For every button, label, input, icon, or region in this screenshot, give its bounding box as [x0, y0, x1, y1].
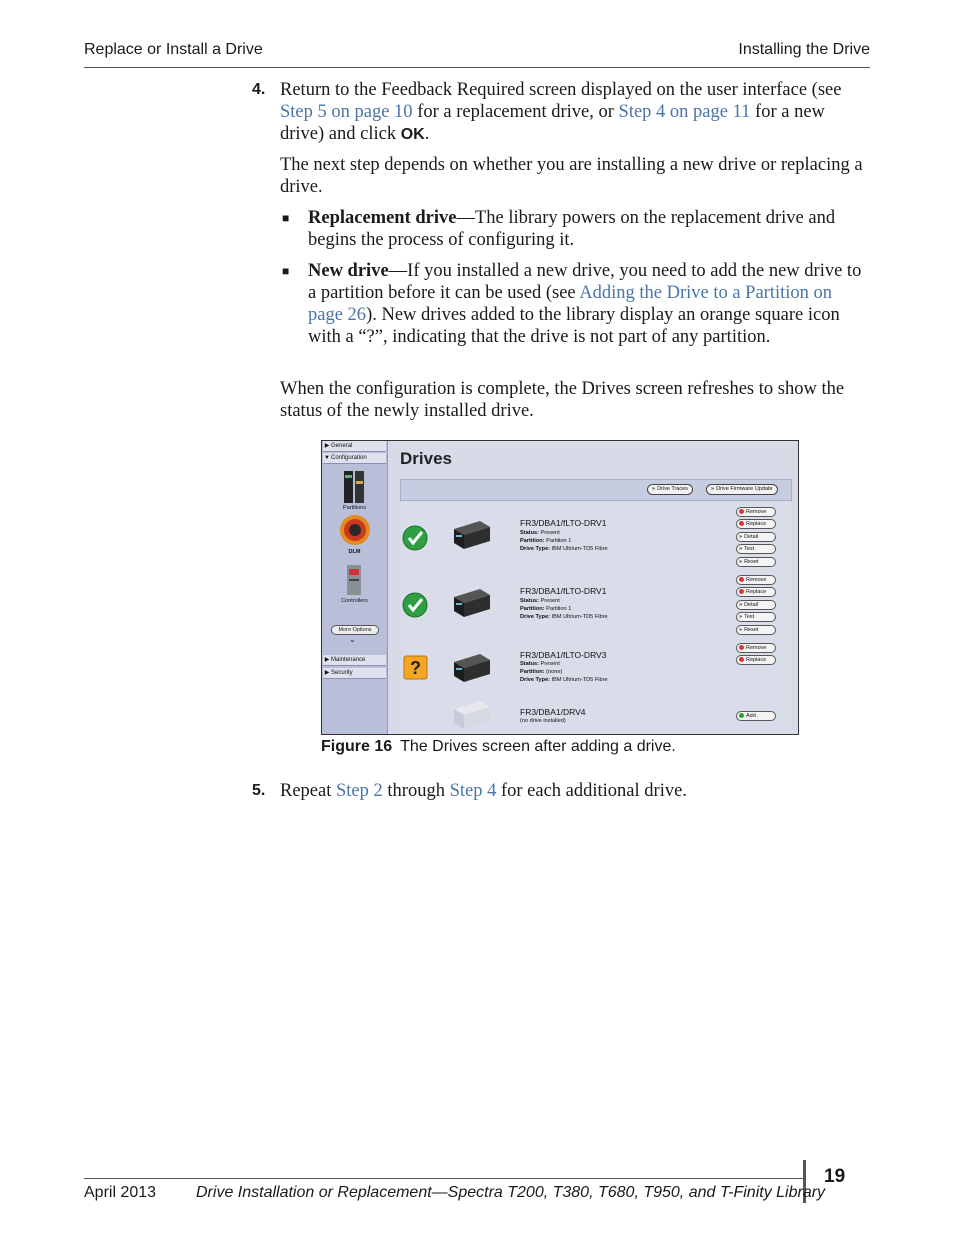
- step-5-text-c: for each additional drive.: [496, 781, 687, 801]
- drive-partition: [520, 538, 571, 544]
- double-chevron-icon: »: [652, 486, 656, 492]
- drive-type: [520, 677, 608, 683]
- figure-caption: [321, 738, 676, 756]
- step-5-page-10-link[interactable]: Step 5 on page 10: [280, 102, 413, 122]
- reset-button[interactable]: » Reset: [736, 557, 776, 567]
- triangle-down-icon: ▼: [324, 455, 330, 461]
- step-5-paragraph: [280, 780, 872, 802]
- step-4-text-d: .: [424, 124, 430, 144]
- partition-label: Partition:: [520, 669, 545, 675]
- footer-rule: [84, 1178, 804, 1179]
- tape-drive-icon: [450, 652, 492, 684]
- replace-label: Replace: [746, 589, 767, 595]
- drive-firmware-update-label: Drive Firmware Update: [716, 486, 773, 492]
- status-value: Present: [540, 530, 560, 536]
- replace-label: Replace: [746, 521, 767, 527]
- drive-type-value: IBM Ultrium-TD5 Fibre: [551, 677, 608, 683]
- step-4-paragraph: [280, 79, 872, 146]
- drive-type: [520, 546, 608, 552]
- remove-button[interactable]: [736, 507, 776, 517]
- test-button[interactable]: » Test: [736, 612, 776, 622]
- partition-value: Partition 1: [546, 606, 572, 612]
- top-button-bar: [400, 479, 792, 501]
- partitions-label: Partitions: [343, 505, 366, 511]
- drive-type-label: Drive Type:: [520, 614, 551, 620]
- drive-traces-button[interactable]: [647, 484, 693, 495]
- detail-button[interactable]: » Detail: [736, 600, 776, 610]
- figure-caption-text: The Drives screen after adding a drive.: [400, 738, 676, 755]
- drive-name: FR3/DBA1/DRV4: [520, 707, 586, 717]
- drive-name: FR3/DBA1/fLTO-DRV3: [520, 650, 607, 660]
- controllers-label: Controllers: [341, 598, 368, 604]
- status-value: Present: [540, 661, 560, 667]
- step-4-depends-paragraph: The next step depends on whether you are installing a new drive or replacing a drive.: [280, 155, 863, 197]
- replace-button[interactable]: [736, 519, 776, 529]
- running-header-left: Replace or Install a Drive: [84, 41, 263, 58]
- remove-button[interactable]: [736, 575, 776, 585]
- status-label: Status:: [520, 598, 539, 604]
- new-drive-text-a: —If you installed a new drive, you need to add the new drive to a partition before it can be used (see: [308, 261, 862, 303]
- page-number: 19: [824, 1166, 846, 1187]
- detail-label: Detail: [744, 602, 759, 608]
- replacement-drive-term: Replacement drive: [308, 208, 457, 228]
- detail-label: Detail: [744, 534, 759, 540]
- drive-type: [520, 614, 608, 620]
- remove-label: Remove: [746, 645, 767, 651]
- ok-label: OK: [400, 126, 425, 143]
- drive-status: [520, 661, 560, 667]
- replace-label: Replace: [746, 657, 767, 663]
- drive-type-value: IBM Ultrium-TD5 Fibre: [551, 614, 608, 620]
- chevron-down-icon[interactable]: ⌄: [349, 635, 356, 644]
- empty-drive-slot-icon: [450, 699, 492, 731]
- nav-security-label: Security: [331, 670, 353, 676]
- question-mark: ?: [410, 658, 421, 678]
- step-4-number: 4.: [252, 81, 266, 98]
- replacement-drive-text: —The library powers on the replacement drive and begins the process of configuring it.: [308, 208, 836, 250]
- step-5-text-b: through: [382, 781, 450, 801]
- replace-button[interactable]: [736, 587, 776, 597]
- reset-button[interactable]: » Reset: [736, 625, 776, 635]
- check-icon: [402, 525, 428, 551]
- bullet-glyph-1: ■: [282, 211, 290, 225]
- partition-label: Partition:: [520, 538, 545, 544]
- remove-label: Remove: [746, 577, 767, 583]
- status-label: Status:: [520, 530, 539, 536]
- step-4-text-b: for a replacement drive, or: [412, 102, 619, 122]
- footer-date: April 2013: [84, 1184, 157, 1201]
- tape-drive-icon: [450, 587, 492, 619]
- drive-status: [520, 598, 560, 604]
- new-drive-text-b: ). New drives added to the library display an orange square icon with a “?”, indicating that the drive is not part of any partition.: [308, 305, 840, 347]
- nav-configuration-label: Configuration: [331, 455, 367, 461]
- triangle-right-icon: ▶: [324, 657, 330, 663]
- partition-value: (none): [546, 669, 563, 675]
- step-2-link[interactable]: Step 2: [336, 781, 383, 801]
- nav-security[interactable]: [323, 668, 386, 679]
- status-value: Present: [540, 598, 560, 604]
- drive-partition: [520, 669, 562, 675]
- test-label: Test: [744, 614, 755, 620]
- drive-type-value: IBM Ultrium-TD5 Fibre: [551, 546, 608, 552]
- double-chevron-icon: »: [711, 486, 715, 492]
- step-4-text-c: for a new drive) and click: [280, 102, 825, 144]
- reset-label: Reset: [744, 627, 759, 633]
- test-button[interactable]: » Test: [736, 544, 776, 554]
- check-icon: [402, 592, 428, 618]
- dlm-label: DLM: [348, 549, 361, 555]
- drive-type-label: Drive Type:: [520, 546, 551, 552]
- drive-type-label: Drive Type:: [520, 677, 551, 683]
- tape-drive-icon: [450, 519, 492, 551]
- detail-button[interactable]: » Detail: [736, 532, 776, 542]
- nav-general[interactable]: [323, 441, 386, 452]
- drive-status: [520, 530, 560, 536]
- nav-general-label: General: [331, 443, 353, 449]
- test-label: Test: [744, 546, 755, 552]
- configuration-complete-paragraph: When the configuration is complete, the Drives screen refreshes to show the status of the newly installed drive.: [280, 379, 845, 421]
- triangle-right-icon: ▶: [324, 443, 330, 449]
- partitions-icon[interactable]: [342, 469, 366, 505]
- step-4-page-11-link[interactable]: Step 4 on page 11: [618, 102, 751, 122]
- running-header-right: Installing the Drive: [738, 41, 870, 58]
- add-button[interactable]: [736, 711, 776, 721]
- dlm-icon[interactable]: [338, 513, 372, 547]
- figure-label: Figure 16: [321, 738, 393, 755]
- nav-configuration[interactable]: [323, 453, 386, 464]
- step-5-number: 5.: [252, 782, 266, 799]
- question-icon: [403, 655, 428, 680]
- partition-value: Partition 1: [546, 538, 572, 544]
- step-5-text-a: Repeat: [280, 781, 336, 801]
- status-label: Status:: [520, 661, 539, 667]
- bullet-glyph-2: ■: [282, 264, 290, 278]
- nav-maintenance[interactable]: [323, 655, 386, 666]
- remove-button[interactable]: [736, 643, 776, 653]
- drives-screen-screenshot: [321, 440, 799, 735]
- replace-button[interactable]: [736, 655, 776, 665]
- more-options-button[interactable]: More Options: [331, 625, 379, 635]
- drive-partition: [520, 606, 571, 612]
- drive-name: FR3/DBA1/fLTO-DRV1: [520, 518, 607, 528]
- remove-label: Remove: [746, 509, 767, 515]
- drive-name: FR3/DBA1/fLTO-DRV1: [520, 586, 607, 596]
- adding-drive-partition-link[interactable]: Adding the Drive to a Partition on page 26: [308, 283, 833, 325]
- drive-firmware-update-button[interactable]: [706, 484, 778, 495]
- add-label: Add: [746, 713, 756, 719]
- bullet-new-drive: [308, 260, 870, 348]
- sidebar: [322, 441, 388, 734]
- triangle-right-icon: ▶: [324, 670, 330, 676]
- controllers-icon[interactable]: [343, 563, 365, 597]
- drives-title: Drives: [400, 449, 452, 468]
- drive-traces-label: Drive Traces: [657, 486, 688, 492]
- bullet-replacement-drive: [308, 207, 870, 251]
- partition-label: Partition:: [520, 606, 545, 612]
- new-drive-term: New drive: [308, 261, 389, 281]
- step-4-link[interactable]: Step 4: [449, 781, 497, 801]
- footer-document-title: Drive Installation or Replacement—Spectra T200, T380, T680, T950, and T-Finity Library: [196, 1184, 826, 1201]
- no-drive-installed-note: (no drive installed): [520, 718, 566, 724]
- step-4-text-a: Return to the Feedback Required screen displayed on the user interface (see: [280, 80, 842, 100]
- nav-maintenance-label: Maintenance: [331, 657, 366, 663]
- header-rule: [84, 67, 870, 68]
- reset-label: Reset: [744, 559, 759, 565]
